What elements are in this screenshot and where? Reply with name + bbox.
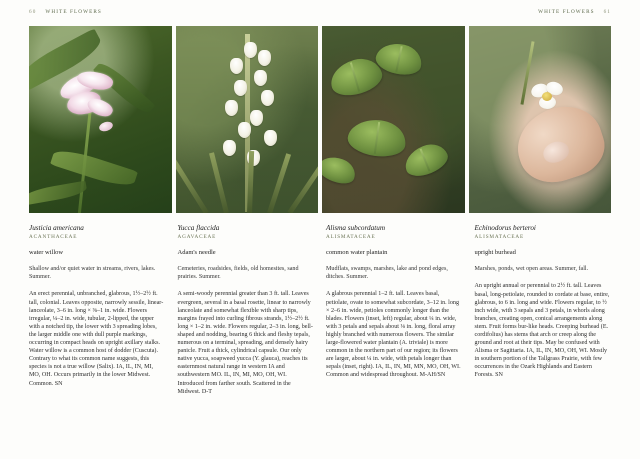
alisma-subcordatum-photo (322, 26, 465, 213)
common-name: water willow (29, 249, 64, 257)
description-text: A semi-woody perennial greater than 3 ft. tall. Leaves evergreen, several in a basal rosette, linear to narrowly lanceolate and somewhat flexible with sharp tips, margins frayed into curling fibrous strands, 1½–2½ ft. long × 1–2 in. wide. Flowers regular, 2–3 in. long, bell-shaped and nodding, bearing 6 thick and fleshy tepals, numerous on a terminal, spreading, and densely hairy panicle. Fruit a thick, cylindrical capsule. Our only native yucca, soapweed yucca (Y. glauca), reaches its easternmost natural range in western IA and southwestern MO. IL, IN, MI, MO, OH, WI. Introduced from farther south. Scattered in the Midwest. D-T (177, 291, 313, 395)
common-name: common water plantain (326, 249, 388, 257)
family-name: AGAVACEAE (177, 234, 217, 241)
scientific-name: Yucca flaccida (177, 224, 220, 232)
yucca-flaccida-photo (176, 26, 319, 213)
scientific-name: Echinodorus berteroi (474, 224, 536, 232)
description-text: An upright annual or perennial to 2½ ft. tall. Leaves basal, long-petiolate, rounded to cordate at base, entire, glabrous, to 6 in. long and wide. Flowers regular, to ½ inch wide, with 3 sepals and 3 petals, in whorls along branches, creating open, conical arrangements along stem. Fruit forms bur-like heads. Creeping burhead (E. cordifolius) has stems that arch or creep along the ground and root at their tips. May be confused with Alisma or Sagittaria. IA, IL, IN, MO, OH, WI. Mostly in southern portion of the Tallgrass Prairie, with few occurrences in the Ozark Highlands and Eastern Forests. SN (474, 283, 610, 379)
header-left-title: WHITE FLOWERS (45, 9, 102, 15)
page-number-right: 61 (603, 9, 611, 15)
description-text: An erect perennial, unbranched, glabrous, 1½–2½ ft. tall, colonial. Leaves opposite, narrowly sessile, linear-lanceolate, 3–6 in. long × ⅜–1 in. wide. Flowers irregular, ¼–2 in. wide, tubular, 2-lipped, the upper with a notched tip, the lower with 3 spreading lobes, the larger middle one with dull purple markings, occurring in compact heads on upright axillary stalks. Water willow is a common host of dodder (Cuscuta). Contrary to what its common name suggests, this species is not a true willow (Salix). IA, IL, IN, MI, MO, OH. Occurs primarily in the lower Midwest. Common. SN (29, 291, 164, 387)
scientific-name: Justicia americana (29, 224, 84, 232)
habitat-text: Mudflats, swamps, marshes, lake and pond edges, ditches. Summer. (326, 266, 448, 281)
header-right-title: WHITE FLOWERS (538, 9, 595, 15)
header-right (538, 9, 611, 15)
habitat-text: Shallow and/or quiet water in streams, rivers, lakes. Summer. (29, 266, 156, 281)
running-heads (0, 0, 640, 26)
justicia-americana-photo (29, 26, 172, 213)
family-name: ALISMATACEAE (474, 234, 525, 241)
species-entry-alisma-subcordatum (326, 224, 463, 445)
family-name: ACANTHACEAE (29, 234, 78, 241)
species-entry-echinodorus-berteroi (475, 224, 612, 445)
header-left (29, 9, 102, 15)
photo-strip (29, 26, 611, 213)
species-entry-yucca-flaccida (178, 224, 315, 445)
habitat-text: Marshes, ponds, wet open areas. Summer, fall. (474, 266, 589, 273)
page-number-left: 60 (29, 9, 37, 15)
scientific-name: Alisma subcordatum (326, 224, 386, 232)
species-entries (29, 224, 611, 445)
common-name: upright burhead (474, 249, 516, 257)
species-entry-justicia-americana (29, 224, 166, 445)
habitat-text: Cemeteries, roadsides, fields, old homesites, sand prairies. Summer. (177, 266, 299, 281)
family-name: ALISMATACEAE (326, 234, 376, 241)
description-text: A glabrous perennial 1–2 ft. tall. Leaves basal, petiolate, ovate to somewhat subcordate, 3–12 in. long × 2–6 in. wide, petioles commonly longer than the blades. Flowers (inset, left) regular, about ¼ in. wide, with 3 petals and sepals about ⅛ in. long, floral array highly branched with numerous flowers. The similar large-flowered water plantain (A. triviale) is more common in the northern part of our region; its flowers are larger, about ¼ in. wide, with petals longer than sepals (inset, right). IA, IL, IN, MI, MN, MO, OH, WI. Common and widespread throughout. M-AH/SN (326, 291, 461, 379)
common-name: Adam's needle (177, 249, 216, 257)
echinodorus-berteroi-photo (469, 26, 612, 213)
